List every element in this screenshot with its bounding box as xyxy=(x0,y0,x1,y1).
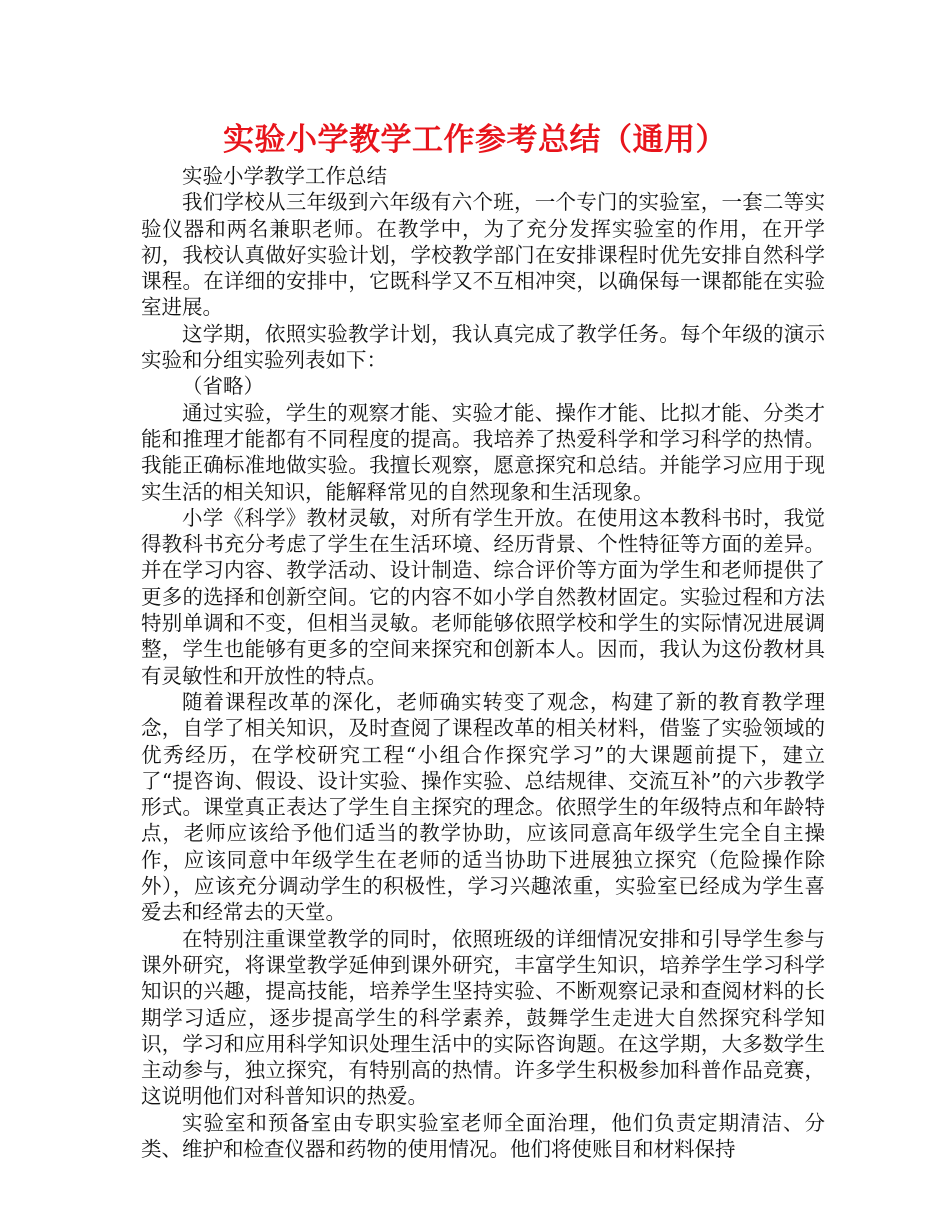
document-body xyxy=(141,163,825,1162)
paragraph: 随着课程改革的深化，老师确实转变了观念，构建了新的教育教学理念，自学了相关知识，及时查阅了课程改革的相关材料，借鉴了实验领域的优秀经历，在学校研究工程“小组合作探究学习”的大课题前提下，建立了“提咨询、假设、设计实验、操作实验、总结规律、交流互补”的六步教学形式。课堂真正表达了学生自主探究的理念。依照学生的年级特点和年龄特点，老师应该给予他们适当的教学协助，应该同意高年级学生完全自主操作，应该同意中年级学生在老师的适当协助下进展独立探究（危险操作除外），应该充分调动学生的积极性，学习兴趣浓重，实验室已经成为学生喜爱去和经常去的天堂。 xyxy=(141,689,825,925)
paragraph: 这学期，依照实验教学计划，我认真完成了教学任务。每个年级的演示实验和分组实验列表如下： xyxy=(141,321,825,373)
paragraph: （省略） xyxy=(182,374,264,399)
paragraph: 实验小学教学工作总结 xyxy=(182,164,387,188)
paragraph: 我们学校从三年级到六年级有六个班，一个专门的实验室，一套二等实验仪器和两名兼职老师。在教学中，为了充分发挥实验室的作用，在开学初，我校认真做好实验计划，学校教学部门在安排课程时优先安排自然科学课程。在详细的安排中，它既科学又不互相冲突，以确保每一课都能在实验室进展。 xyxy=(141,190,825,320)
document-title: 实验小学教学工作参考总结（通用） xyxy=(223,122,727,158)
paragraph: 小学《科学》教材灵敏，对所有学生开放。在使用这本教科书时，我觉得教科书充分考虑了学生在生活环境、经历背景、个性特征等方面的差异。并在学习内容、教学活动、设计制造、综合评价等方面为学生和老师提供了更多的选择和创新空间。它的内容不如小学自然教材固定。实验过程和方法特别单调和不变，但相当灵敏。老师能够依照学校和学生的实际情况进展调整，学生也能够有更多的空间来探究和创新本人。因而，我认为这份教材具有灵敏性和开放性的特点。 xyxy=(141,505,825,688)
paragraph: 通过实验，学生的观察才能、实验才能、操作才能、比拟才能、分类才能和推理才能都有不同程度的提高。我培养了热爱科学和学习科学的热情。我能正确标准地做实验。我擅长观察，愿意探究和总结。并能学习应用于现实生活的相关知识，能解释常见的自然现象和生活现象。 xyxy=(141,400,825,504)
paragraph: 在特别注重课堂教学的同时，依照班级的详细情况安排和引导学生参与课外研究，将课堂教学延伸到课外研究，丰富学生知识，培养学生学习科学知识的兴趣，提高技能，培养学生坚持实验、不断观察记录和查阅材料的长期学习适应，逐步提高学生的科学素养，鼓舞学生走进大自然探究科学知识，学习和应用科学知识处理生活中的实际咨询题。在这学期，大多数学生主动参与，独立探究，有特别高的热情。许多学生积极参加科普作品竞赛，这说明他们对科普知识的热爱。 xyxy=(141,926,825,1109)
paragraph: 实验室和预备室由专职实验室老师全面治理，他们负责定期清洁、分类、维护和检查仪器和药物的使用情况。他们将使账目和材料保持 xyxy=(141,1110,825,1161)
